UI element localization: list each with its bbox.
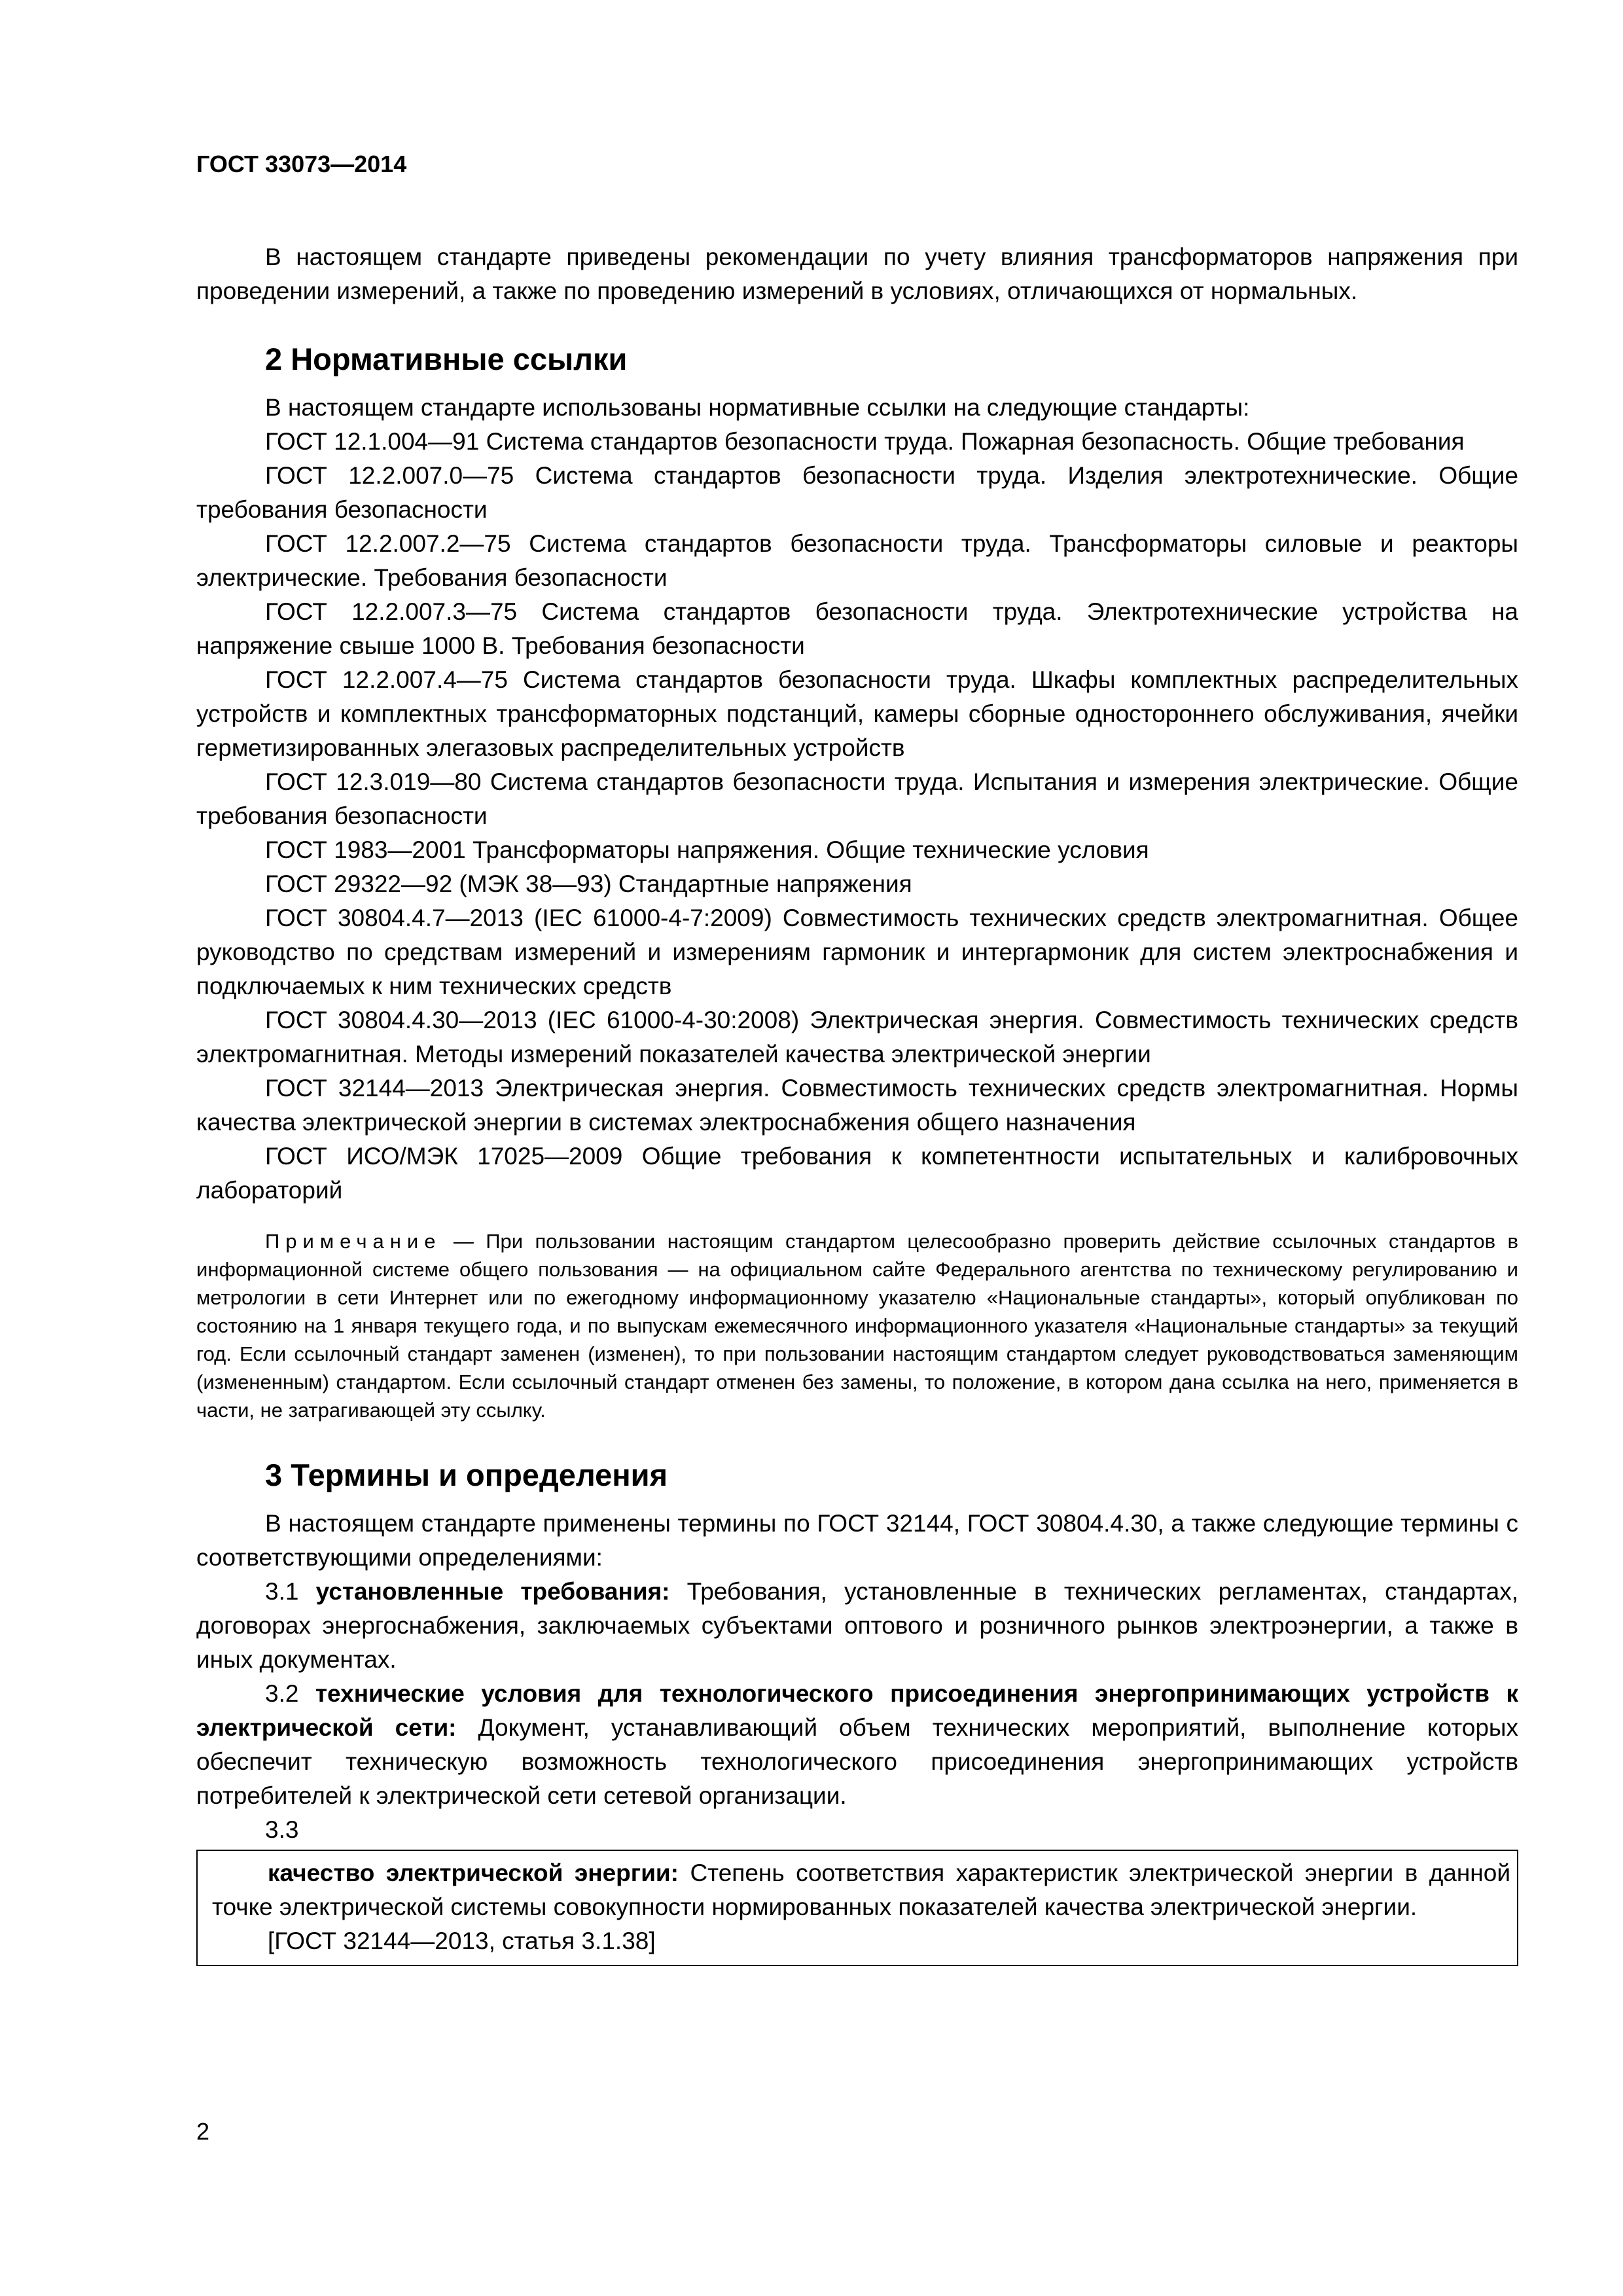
reference-item: ГОСТ 29322—92 (МЭК 38—93) Стандартные напряжения (265, 870, 912, 897)
reference-item: ГОСТ 12.2.007.3—75 Система стандартов безопасности труда. Электротехнические устройства на напряжение свыше 1000 В. Требования безопасности (196, 598, 1518, 659)
reference-item: ГОСТ 30804.4.7—2013 (IEC 61000-4-7:2009) Совместимость технических средств электромагнитная. Общее руководство по средствам измерений и измерениям гармоник и интергармоник для систем электроснабжения и подключаемых к ним технических средств (196, 905, 1518, 999)
term-number: 3.2 (265, 1680, 315, 1707)
references-list (196, 425, 1518, 1208)
term-3-1 (196, 1575, 1518, 1677)
section-3-title: 3 Термины и определения (265, 1458, 668, 1492)
term-definition: Документ, устанавливающий объем технических мероприятий, выполнение которых обеспечит техническую возможность технологического присоединения энергопринимающих устройств потребителей к электрической сети сетевой организации. (196, 1714, 1518, 1809)
reference-item: ГОСТ ИСО/МЭК 17025—2009 Общие требования к компетентности испытательных и калибровочных лабораторий (196, 1143, 1518, 1204)
term-name: качество электрической энергии: (268, 1859, 679, 1886)
reference-item: ГОСТ 12.2.007.4—75 Система стандартов безопасности труда. Шкафы комплектных распределительных устройств и комплектных трансформаторных подстанций, камеры сборные одностороннего обслуживания, ячейки герметизированных элегазовых распределительных устройств (196, 666, 1518, 761)
page-number: 2 (196, 2118, 210, 2145)
reference-item: ГОСТ 12.2.007.0—75 Система стандартов безопасности труда. Изделия электротехнические. Общие требования безопасности (196, 462, 1518, 523)
reference-item: ГОСТ 12.1.004—91 Система стандартов безопасности труда. Пожарная безопасность. Общие требования (265, 428, 1465, 455)
section-2-lead: В настоящем стандарте использованы нормативные ссылки на следующие стандарты: (265, 394, 1250, 421)
term-3-3-number: 3.3 (265, 1816, 299, 1843)
section-2-title: 2 Нормативные ссылки (265, 342, 628, 376)
note-label: Примечание (265, 1230, 442, 1253)
note-text: — При пользовании настоящим стандартом целесообразно проверить действие ссылочных стандартов в информационной системе общего пользования — на официальном сайте Федерального агентства по техническому регулированию и метрологии в сети Интернет или по ежегодному информационному указателю «Национальные стандарты», который опубликован по состоянию на 1 января текущего года, и по выпускам ежемесячного информационного указателя «Национальные стандарты» за текущий год. Если ссылочный стандарт заменен (изменен), то при пользовании настоящим стандартом следует руководствоваться заменяющим (измененным) стандартом. Если ссылочный стандарт отменен без замены, то положение, в котором дана ссылка на него, применяется в части, не затрагивающей эту ссылку. (196, 1230, 1518, 1422)
term-number: 3.1 (265, 1578, 316, 1605)
reference-item: ГОСТ 32144—2013 Электрическая энергия. Совместимость технических средств электромагнитная. Нормы качества электрической энергии в системах электроснабжения общего назначения (196, 1075, 1518, 1136)
note-paragraph (196, 1227, 1518, 1424)
intro-paragraph: В настоящем стандарте приведены рекомендации по учету влияния трансформаторов напряжения при проведении измерений, а также по проведению измерений в условиях, отличающихся от нормальных. (196, 243, 1518, 304)
reference-item: ГОСТ 12.2.007.2—75 Система стандартов безопасности труда. Трансформаторы силовые и реакторы электрические. Требования безопасности (196, 530, 1518, 591)
term-source: [ГОСТ 32144—2013, статья 3.1.38] (268, 1928, 656, 1954)
reference-item: ГОСТ 1983—2001 Трансформаторы напряжения. Общие технические условия (265, 836, 1149, 863)
document-header: ГОСТ 33073—2014 (196, 151, 407, 177)
reference-item: ГОСТ 12.3.019—80 Система стандартов безопасности труда. Испытания и измерения электрические. Общие требования безопасности (196, 768, 1518, 829)
term-3-2 (196, 1677, 1518, 1813)
term-name: технические условия для технологического присоединения энергопринимающих устройств к электрической сети: (196, 1680, 1518, 1741)
term-definition: Степень соответствия характеристик электрической энергии в данной точке электрической системы совокупности нормированных показателей качества электрической энергии. (212, 1859, 1510, 1920)
document-page (196, 151, 1518, 1966)
term-definition: Требования, установленные в технических регламентах, стандартах, договорах энергоснабжения, заключаемых субъектами оптового и розничного рынков электроэнергии, а также в иных документах. (196, 1578, 1518, 1673)
term-3-3-box (196, 1850, 1518, 1966)
reference-item: ГОСТ 30804.4.30—2013 (IEC 61000-4-30:2008) Электрическая энергия. Совместимость технических средств электромагнитная. Методы измерений показателей качества электрической энергии (196, 1007, 1518, 1067)
term-name: установленные требования: (315, 1578, 670, 1605)
section-3-lead: В настоящем стандарте применены термины по ГОСТ 32144, ГОСТ 30804.4.30, а также следующие термины с соответствующими определениями: (196, 1510, 1518, 1571)
term-3-3 (212, 1856, 1510, 1924)
